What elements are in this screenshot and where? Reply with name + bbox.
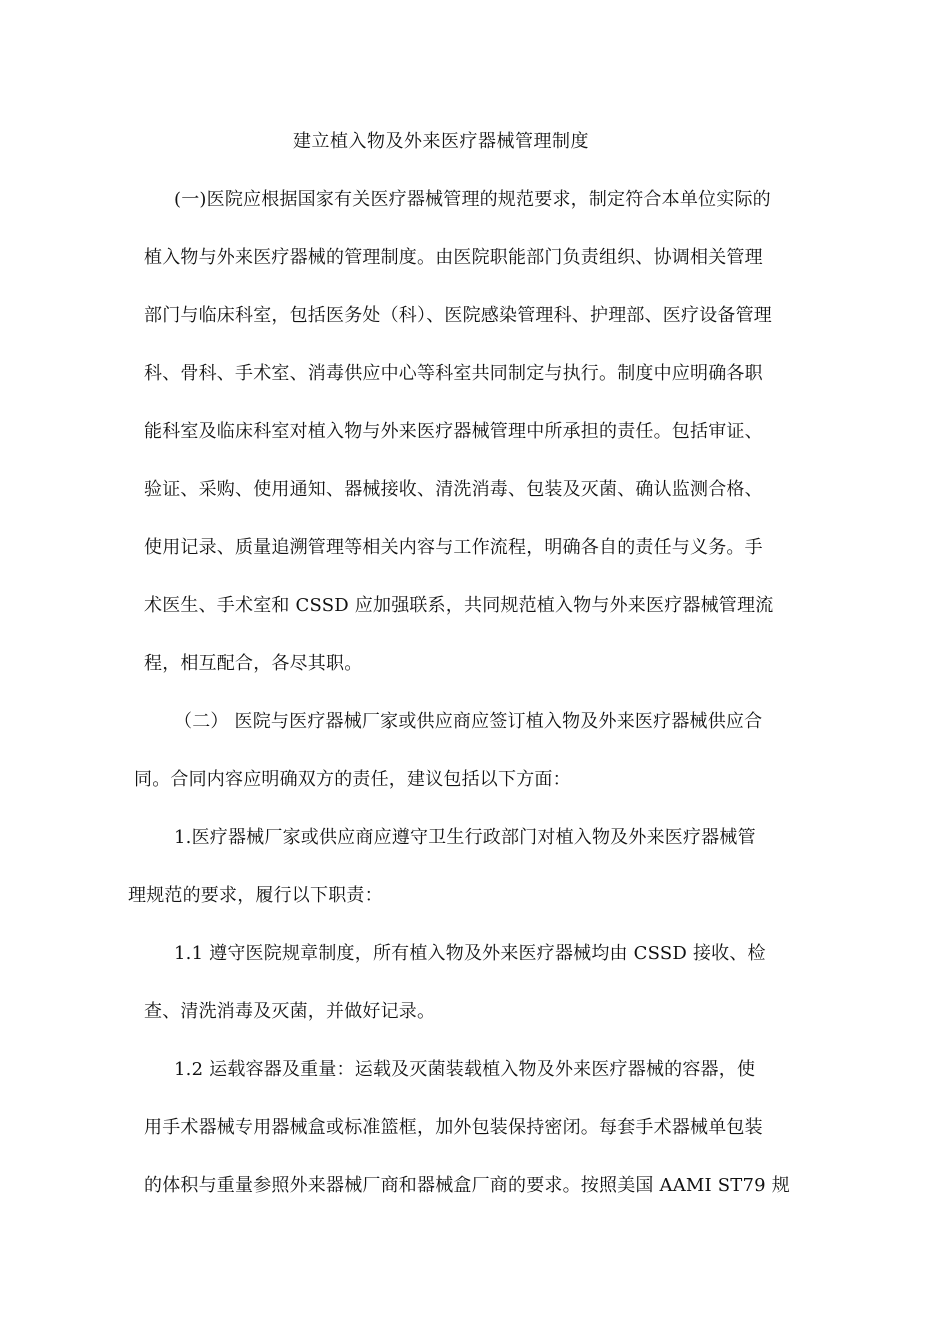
paragraph-line: 术医生、手术室和 CSSD 应加强联系，共同规范植入物与外来医疗器械管理流 xyxy=(144,595,774,616)
paragraph-line: (一)医院应根据国家有关医疗器械管理的规范要求，制定符合本单位实际的 xyxy=(174,189,771,210)
paragraph-line: 查、清洗消毒及灭菌，并做好记录。 xyxy=(144,1001,436,1022)
paragraph-line: 用手术器械专用器械盒或标准篮框，加外包装保持密闭。每套手术器械单包装 xyxy=(144,1117,763,1138)
paragraph-line: 1.医疗器械厂家或供应商应遵守卫生行政部门对植入物及外来医疗器械管 xyxy=(174,827,756,848)
paragraph-line: 使用记录、质量追溯管理等相关内容与工作流程，明确各自的责任与义务。手 xyxy=(144,537,763,558)
paragraph-line: 同。合同内容应明确双方的责任，建议包括以下方面： xyxy=(134,769,571,790)
paragraph-line: （二） 医院与医疗器械厂家或供应商应签订植入物及外来医疗器械供应合 xyxy=(174,711,763,732)
paragraph-line: 部门与临床科室，包括医务处（科）、医院感染管理科、护理部、医疗设备管理 xyxy=(144,305,772,326)
paragraph-line: 1.2 运载容器及重量：运载及灭菌装载植入物及外来医疗器械的容器，使 xyxy=(174,1059,756,1080)
paragraph-line: 植入物与外来医疗器械的管理制度。由医院职能部门负责组织、协调相关管理 xyxy=(144,247,763,268)
paragraph-line: 验证、采购、使用通知、器械接收、清洗消毒、包装及灭菌、确认监测合格、 xyxy=(144,479,763,500)
paragraph-line: 能科室及临床科室对植入物与外来医疗器械管理中所承担的责任。包括审证、 xyxy=(144,421,763,442)
document-title: 建立植入物及外来医疗器械管理制度 xyxy=(293,131,589,152)
paragraph-line: 1.1 遵守医院规章制度，所有植入物及外来医疗器械均由 CSSD 接收、检 xyxy=(174,943,766,964)
paragraph-line: 理规范的要求，履行以下职责： xyxy=(128,885,383,906)
paragraph-line: 程，相互配合，各尽其职。 xyxy=(144,653,363,674)
paragraph-line: 科、骨科、手术室、消毒供应中心等科室共同制定与执行。制度中应明确各职 xyxy=(144,363,763,384)
paragraph-line: 的体积与重量参照外来器械厂商和器械盒厂商的要求。按照美国 AAMI ST79 规 xyxy=(144,1175,790,1196)
